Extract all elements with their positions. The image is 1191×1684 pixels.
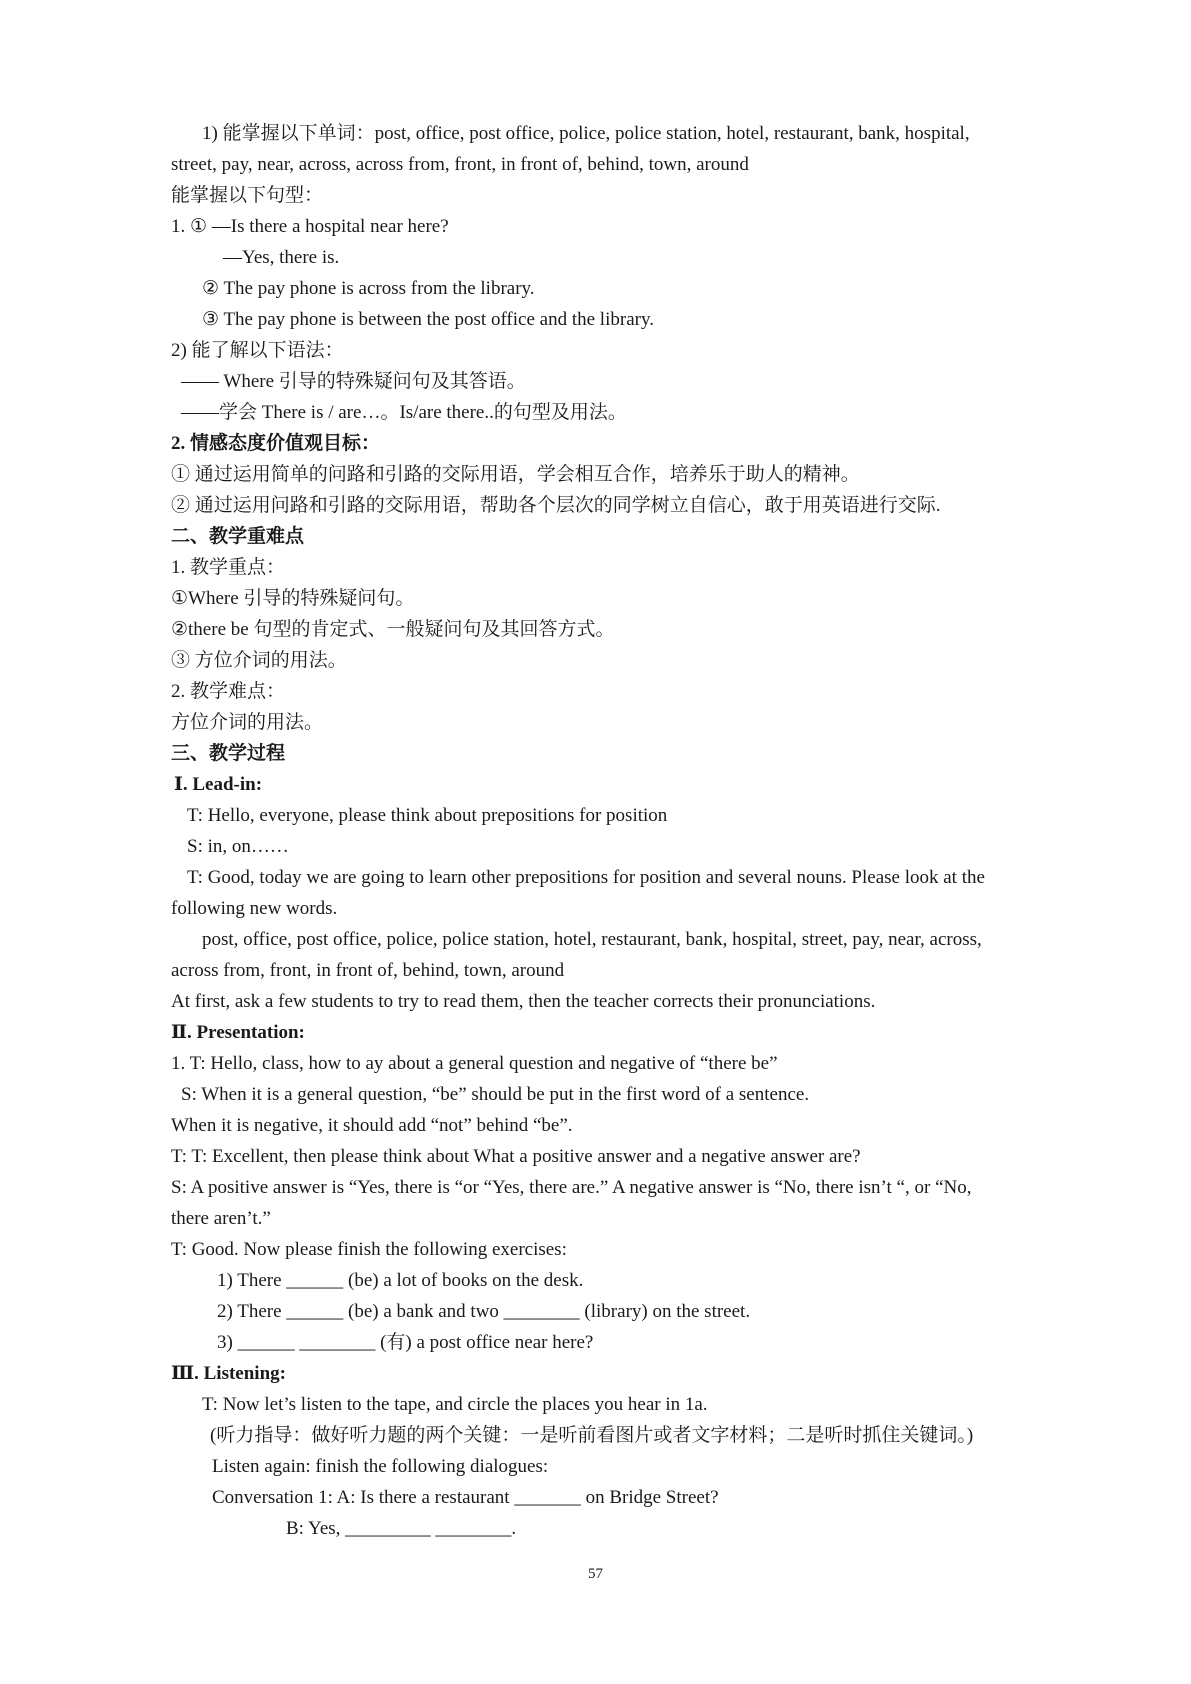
attitude-goal-1: ① 通过运用简单的问路和引路的交际用语，学会相互合作，培养乐于助人的精神。 — [171, 464, 860, 485]
conversation-1-b: B: Yes, _________ ________. — [286, 1518, 517, 1539]
presentation-student-1: S: When it is a general question, “be” should be put in the first word of a sentence. — [181, 1084, 810, 1105]
presentation-teacher-2: T: T: Excellent, then please think about What a positive answer and a negative answer are? — [171, 1146, 861, 1167]
grammar-item-1: —— Where 引导的特殊疑问句及其答语。 — [181, 371, 526, 392]
listening-heading: Ⅲ. Listening: — [171, 1363, 286, 1384]
presentation-heading: Ⅱ. Presentation: — [171, 1022, 305, 1043]
pattern-2: ② The pay phone is across from the library. — [202, 278, 535, 299]
lead-in-heading: Ⅰ. Lead-in: — [174, 774, 263, 795]
attitude-goals-heading: 2. 情感态度价值观目标： — [171, 433, 381, 454]
objective-words-line-1: 1) 能掌握以下单词：post, office, post office, police, police station, hotel, restaurant, bank, hospital, — [202, 123, 970, 144]
grammar-item-2: ——学会 There is / are…。Is/are there..的句型及用法。 — [181, 402, 627, 423]
reading-instruction: At first, ask a few students to try to read them, then the teacher corrects their pronunciations. — [171, 991, 876, 1012]
pattern-1-answer: —Yes, there is. — [223, 247, 340, 268]
key-point-1: ①Where 引导的特殊疑问句。 — [171, 588, 415, 609]
listen-again-instruction: Listen again: finish the following dialogues: — [212, 1456, 549, 1477]
new-words-line-2: across from, front, in front of, behind, town, around — [171, 960, 565, 981]
exercise-1: 1) There ______ (be) a lot of books on the desk. — [217, 1270, 584, 1291]
lead-in-teacher-2-cont: following new words. — [171, 898, 338, 919]
presentation-student-2: S: A positive answer is “Yes, there is “or “Yes, there are.” A negative answer is “No, there isn’t “, or “No, — [171, 1177, 972, 1198]
difficulties-heading: 2. 教学难点： — [171, 681, 286, 702]
section-2-heading: 二、教学重难点 — [171, 526, 305, 547]
objective-words-line-2: street, pay, near, across, across from, front, in front of, behind, town, around — [171, 154, 749, 175]
listening-guide: (听力指导：做好听力题的两个关键：一是听前看图片或者文字材料；二是听时抓住关键词。) — [210, 1425, 974, 1446]
attitude-goal-2: ② 通过运用问路和引路的交际用语，帮助各个层次的同学树立自信心，敢于用英语进行交际. — [171, 495, 941, 516]
grammar-heading: 2) 能了解以下语法： — [171, 340, 344, 361]
key-points-heading: 1. 教学重点： — [171, 557, 286, 578]
conversation-1-a: Conversation 1: A: Is there a restaurant _______ on Bridge Street? — [212, 1487, 719, 1508]
lead-in-teacher-2: T: Good, today we are going to learn other prepositions for position and several nouns. Please look at the — [187, 867, 985, 888]
page-number: 57 — [588, 1566, 603, 1582]
presentation-student-1-cont: When it is negative, it should add “not” behind “be”. — [171, 1115, 573, 1136]
exercises-instruction: T: Good. Now please finish the following exercises: — [171, 1239, 567, 1260]
lead-in-student-1: S: in, on…… — [187, 836, 289, 857]
lead-in-teacher-1: T: Hello, everyone, please think about prepositions for position — [187, 805, 668, 826]
presentation-teacher-1: 1. T: Hello, class, how to ay about a general question and negative of “there be” — [171, 1053, 778, 1074]
sentence-patterns-heading: 能掌握以下句型： — [171, 185, 324, 206]
listening-teacher-1: T: Now let’s listen to the tape, and circle the places you hear in 1a. — [202, 1394, 708, 1415]
exercise-2: 2) There ______ (be) a bank and two ________ (library) on the street. — [217, 1301, 751, 1322]
pattern-3: ③ The pay phone is between the post office and the library. — [202, 309, 654, 330]
key-point-3: ③ 方位介词的用法。 — [171, 650, 347, 671]
pattern-1-question: 1. ① —Is there a hospital near here? — [171, 216, 449, 237]
exercise-3: 3) ______ ________ (有) a post office near here? — [217, 1332, 594, 1353]
presentation-student-2-cont: there aren’t.” — [171, 1208, 271, 1229]
new-words-line-1: post, office, post office, police, police station, hotel, restaurant, bank, hospital, street, pay, near, across, — [202, 929, 982, 950]
difficulty-1: 方位介词的用法。 — [171, 712, 324, 733]
key-point-2: ②there be 句型的肯定式、一般疑问句及其回答方式。 — [171, 619, 615, 640]
section-3-heading: 三、教学过程 — [171, 743, 286, 764]
